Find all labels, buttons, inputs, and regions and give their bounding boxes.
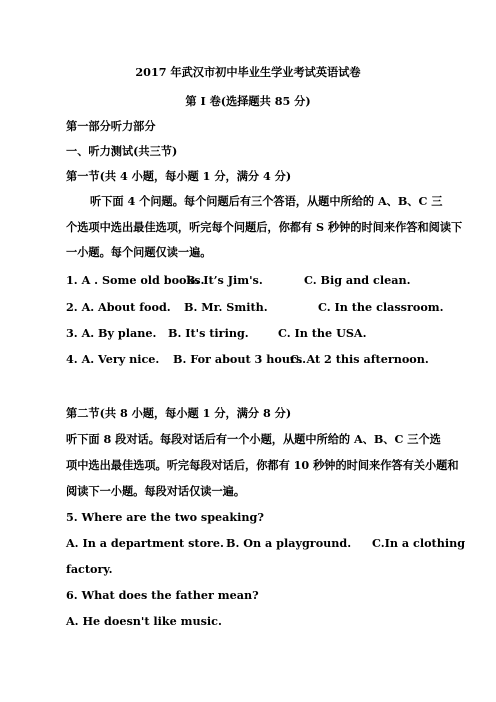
option-c: C. In the USA. (278, 326, 367, 340)
section2-instruction-line: 听下面 8 段对话。每段对话后有一个小题，从题中所给的 A、B、C 三个选 (66, 432, 441, 446)
section2-instruction-line: 项中选出最佳选项。听完每段对话后，你都有 10 秒钟的时间来作答有关小题和 (66, 458, 459, 472)
question-5: 5. Where are the two speaking? (66, 510, 264, 524)
part-heading: 第一部分听力部分 (66, 119, 156, 133)
option-b: B. On a playground. (226, 536, 352, 550)
option-a: A. He doesn't like music. (66, 614, 222, 628)
option-b: B. For about 3 hours. (173, 352, 307, 366)
section1-header: 第一节(共 4 小题，每小题 1 分，满分 4 分) (66, 169, 292, 183)
option-b: B. It's tiring. (168, 326, 249, 340)
option-a: 3. A. By plane. (66, 326, 157, 340)
option-c: C. In the classroom. (318, 300, 444, 314)
option-b: B. Mr. Smith. (184, 300, 268, 314)
option-b: B. It’s Jim's. (186, 273, 263, 287)
section2-header: 第二节(共 8 小题，每小题 1 分，满分 8 分) (66, 406, 292, 420)
option-c: C.In a clothing (372, 536, 466, 550)
option-a: A. In a department store. (66, 536, 224, 550)
option-a: 4. A. Very nice. (66, 352, 160, 366)
option-c: C. At 2 this afternoon. (290, 352, 429, 366)
exam-title: 2017 年武汉市初中毕业生学业考试英语试卷 (135, 65, 361, 79)
question-6: 6. What does the father mean? (66, 588, 259, 602)
section1-instruction-line: 听下面 4 个问题。每个问题后有三个答语，从题中所给的 A、B、C 三 (90, 194, 443, 208)
section1-instruction-line: 个选项中选出最佳选项，听完每个问题后，你都有 S 秒钟的时间来作答和阅读下 (66, 220, 463, 234)
option-c-continued: factory. (66, 562, 113, 576)
section1-instruction-line: 一小题。每个问题仅读一遍。 (66, 245, 212, 259)
option-a: 1. A . Some old books. (66, 273, 205, 287)
exam-subtitle: 第 I 卷(选择题共 85 分) (185, 94, 311, 108)
listening-heading: 一、听力测试(共三节) (66, 144, 178, 158)
option-a: 2. A. About food. (66, 300, 171, 314)
option-c: C. Big and clean. (304, 273, 411, 287)
section2-instruction-line: 阅读下一小题。每段对话仅读一遍。 (66, 484, 246, 498)
